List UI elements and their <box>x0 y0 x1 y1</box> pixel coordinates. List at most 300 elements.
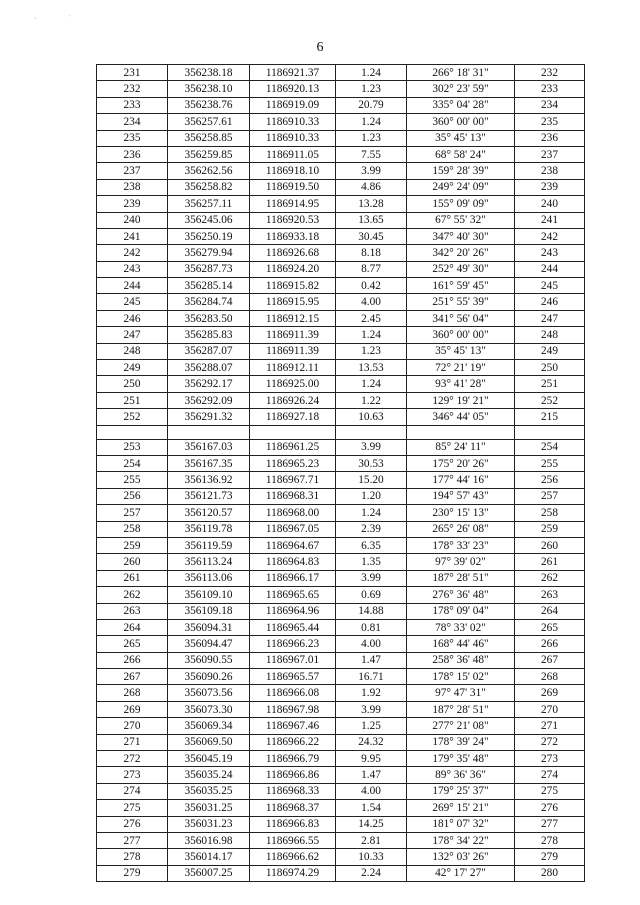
distance-cell: 10.33 <box>336 849 407 865</box>
point-from-cell: 279 <box>97 865 168 881</box>
point-to-cell: 238 <box>515 163 585 179</box>
coord-x-cell: 356285.14 <box>168 278 250 294</box>
coord-x-cell: 356113.24 <box>168 554 250 570</box>
table-row <box>97 376 585 392</box>
coord-y-cell: 1186920.13 <box>250 81 336 97</box>
bearing-cell: 68° 58' 24" <box>407 146 515 162</box>
coord-y-cell: 1186919.09 <box>250 97 336 113</box>
point-to-cell: 256 <box>515 472 585 488</box>
coord-x-cell: 356287.73 <box>168 261 250 277</box>
point-to-cell: 240 <box>515 196 585 212</box>
coord-x-cell <box>168 425 250 439</box>
coord-y-cell: 1186918.10 <box>250 163 336 179</box>
bearing-cell: 72° 21' 19" <box>407 360 515 376</box>
table-row <box>97 65 585 81</box>
coord-y-cell: 1186919.50 <box>250 179 336 195</box>
distance-cell: 1.24 <box>336 505 407 521</box>
coord-y-cell: 1186911.05 <box>250 146 336 162</box>
table-row <box>97 751 585 767</box>
coord-x-cell: 356069.34 <box>168 718 250 734</box>
bearing-cell: 276° 36' 48" <box>407 587 515 603</box>
scan-mark: · <box>34 14 37 23</box>
point-to-cell: 257 <box>515 488 585 504</box>
coord-x-cell: 356121.73 <box>168 488 250 504</box>
point-to-cell: 274 <box>515 767 585 783</box>
coord-y-cell: 1186920.53 <box>250 212 336 228</box>
coord-x-cell: 356291.32 <box>168 409 250 425</box>
coord-y-cell: 1186915.95 <box>250 294 336 310</box>
table-row <box>97 537 585 553</box>
table-row <box>97 392 585 408</box>
distance-cell: 1.47 <box>336 652 407 668</box>
distance-cell: 1.24 <box>336 376 407 392</box>
bearing-cell: 249° 24' 09" <box>407 179 515 195</box>
coord-y-cell: 1186966.86 <box>250 767 336 783</box>
bearing-cell: 277° 21' 08" <box>407 718 515 734</box>
point-from-cell: 276 <box>97 816 168 832</box>
table-row <box>97 800 585 816</box>
distance-cell: 0.81 <box>336 619 407 635</box>
point-to-cell: 244 <box>515 261 585 277</box>
coord-x-cell: 356035.24 <box>168 767 250 783</box>
table-row <box>97 439 585 455</box>
coord-y-cell: 1186924.20 <box>250 261 336 277</box>
bearing-cell: 266° 18' 31" <box>407 65 515 81</box>
point-from-cell: 270 <box>97 718 168 734</box>
bearing-cell <box>407 425 515 439</box>
distance-cell: 1.22 <box>336 392 407 408</box>
point-to-cell: 269 <box>515 685 585 701</box>
table-row <box>97 360 585 376</box>
coord-x-cell: 356120.57 <box>168 505 250 521</box>
point-to-cell: 264 <box>515 603 585 619</box>
point-from-cell: 269 <box>97 701 168 717</box>
coord-y-cell: 1186966.22 <box>250 734 336 750</box>
distance-cell: 7.55 <box>336 146 407 162</box>
coord-x-cell: 356167.35 <box>168 455 250 471</box>
point-to-cell: 250 <box>515 360 585 376</box>
point-to-cell: 245 <box>515 278 585 294</box>
table-separator-row <box>97 425 585 439</box>
coord-x-cell: 356167.03 <box>168 439 250 455</box>
table-row <box>97 603 585 619</box>
bearing-cell: 132° 03' 26" <box>407 849 515 865</box>
point-to-cell: 261 <box>515 554 585 570</box>
point-from-cell: 278 <box>97 849 168 865</box>
distance-cell: 1.24 <box>336 327 407 343</box>
bearing-cell: 187° 28' 51" <box>407 701 515 717</box>
bearing-cell: 181° 07' 32" <box>407 816 515 832</box>
coord-y-cell: 1186974.29 <box>250 865 336 881</box>
bearing-cell: 360° 00' 00" <box>407 114 515 130</box>
distance-cell: 13.65 <box>336 212 407 228</box>
coord-x-cell: 356136.92 <box>168 472 250 488</box>
point-from-cell: 232 <box>97 81 168 97</box>
point-from-cell: 252 <box>97 409 168 425</box>
coord-x-cell: 356284.74 <box>168 294 250 310</box>
coord-y-cell: 1186966.83 <box>250 816 336 832</box>
coord-x-cell: 356257.11 <box>168 196 250 212</box>
bearing-cell: 187° 28' 51" <box>407 570 515 586</box>
point-to-cell: 233 <box>515 81 585 97</box>
point-from-cell: 239 <box>97 196 168 212</box>
coord-x-cell: 356094.31 <box>168 619 250 635</box>
bearing-cell: 265° 26' 08" <box>407 521 515 537</box>
point-to-cell: 239 <box>515 179 585 195</box>
coord-x-cell: 356069.50 <box>168 734 250 750</box>
point-to-cell <box>515 425 585 439</box>
point-from-cell: 234 <box>97 114 168 130</box>
coord-x-cell: 356094.47 <box>168 636 250 652</box>
table-row <box>97 327 585 343</box>
point-from-cell: 235 <box>97 130 168 146</box>
distance-cell: 4.86 <box>336 179 407 195</box>
point-to-cell: 270 <box>515 701 585 717</box>
table-row <box>97 472 585 488</box>
coord-x-cell: 356258.82 <box>168 179 250 195</box>
point-to-cell: 268 <box>515 669 585 685</box>
coord-y-cell: 1186910.33 <box>250 114 336 130</box>
point-to-cell: 251 <box>515 376 585 392</box>
point-to-cell: 248 <box>515 327 585 343</box>
point-to-cell: 237 <box>515 146 585 162</box>
distance-cell: 8.18 <box>336 245 407 261</box>
bearing-cell: 179° 25' 37" <box>407 783 515 799</box>
coord-x-cell: 356238.76 <box>168 97 250 113</box>
distance-cell: 1.24 <box>336 65 407 81</box>
point-to-cell: 279 <box>515 849 585 865</box>
point-from-cell: 268 <box>97 685 168 701</box>
distance-cell: 13.28 <box>336 196 407 212</box>
bearing-cell: 178° 15' 02" <box>407 669 515 685</box>
point-to-cell: 259 <box>515 521 585 537</box>
point-from-cell: 250 <box>97 376 168 392</box>
point-from-cell: 273 <box>97 767 168 783</box>
table-row <box>97 488 585 504</box>
bearing-cell: 341° 56' 04" <box>407 310 515 326</box>
table-row <box>97 114 585 130</box>
point-from-cell: 262 <box>97 587 168 603</box>
point-from-cell: 257 <box>97 505 168 521</box>
table-row <box>97 701 585 717</box>
bearing-cell: 258° 36' 48" <box>407 652 515 668</box>
coord-x-cell: 356285.83 <box>168 327 250 343</box>
point-from-cell: 261 <box>97 570 168 586</box>
point-to-cell: 246 <box>515 294 585 310</box>
distance-cell: 1.25 <box>336 718 407 734</box>
point-to-cell: 271 <box>515 718 585 734</box>
bearing-cell: 93° 41' 28" <box>407 376 515 392</box>
bearing-cell: 129° 19' 21" <box>407 392 515 408</box>
point-to-cell: 262 <box>515 570 585 586</box>
coord-x-cell: 356292.17 <box>168 376 250 392</box>
point-from-cell: 263 <box>97 603 168 619</box>
bearing-cell: 35° 45' 13" <box>407 343 515 359</box>
coord-y-cell: 1186968.00 <box>250 505 336 521</box>
table-row <box>97 849 585 865</box>
table-row <box>97 652 585 668</box>
bearing-cell: 78° 33' 02" <box>407 619 515 635</box>
coord-x-cell: 356035.25 <box>168 783 250 799</box>
table-row <box>97 832 585 848</box>
distance-cell: 0.42 <box>336 278 407 294</box>
bearing-cell: 97° 39' 02" <box>407 554 515 570</box>
bearing-cell: 35° 45' 13" <box>407 130 515 146</box>
table-row <box>97 570 585 586</box>
coord-x-cell: 356259.85 <box>168 146 250 162</box>
coord-x-cell: 356238.18 <box>168 65 250 81</box>
point-from-cell: 275 <box>97 800 168 816</box>
coord-y-cell: 1186914.95 <box>250 196 336 212</box>
coord-y-cell: 1186911.39 <box>250 327 336 343</box>
distance-cell: 2.45 <box>336 310 407 326</box>
point-from-cell: 272 <box>97 751 168 767</box>
point-to-cell: 277 <box>515 816 585 832</box>
point-from-cell: 264 <box>97 619 168 635</box>
bearing-cell: 360° 00' 00" <box>407 327 515 343</box>
distance-cell: 4.00 <box>336 783 407 799</box>
bearing-cell: 347° 40' 30" <box>407 228 515 244</box>
point-from-cell: 265 <box>97 636 168 652</box>
coord-y-cell: 1186965.44 <box>250 619 336 635</box>
coord-x-cell: 356109.10 <box>168 587 250 603</box>
point-to-cell: 272 <box>515 734 585 750</box>
point-to-cell: 275 <box>515 783 585 799</box>
distance-cell: 30.45 <box>336 228 407 244</box>
coord-y-cell: 1186926.68 <box>250 245 336 261</box>
bearing-cell: 159° 28' 39" <box>407 163 515 179</box>
point-from-cell: 238 <box>97 179 168 195</box>
point-from-cell: 247 <box>97 327 168 343</box>
coord-y-cell: 1186966.08 <box>250 685 336 701</box>
table-row <box>97 521 585 537</box>
coord-x-cell: 356113.06 <box>168 570 250 586</box>
distance-cell: 1.23 <box>336 343 407 359</box>
coord-y-cell: 1186966.79 <box>250 751 336 767</box>
point-from-cell: 249 <box>97 360 168 376</box>
point-to-cell: 273 <box>515 751 585 767</box>
point-to-cell: 235 <box>515 114 585 130</box>
coord-x-cell: 356031.25 <box>168 800 250 816</box>
coord-y-cell: 1186961.25 <box>250 439 336 455</box>
point-from-cell: 258 <box>97 521 168 537</box>
point-to-cell: 242 <box>515 228 585 244</box>
distance-cell: 1.92 <box>336 685 407 701</box>
bearing-cell: 178° 34' 22" <box>407 832 515 848</box>
distance-cell: 15.20 <box>336 472 407 488</box>
coord-y-cell: 1186967.05 <box>250 521 336 537</box>
table-row <box>97 81 585 97</box>
coord-y-cell: 1186967.71 <box>250 472 336 488</box>
scan-mark: ˈ <box>68 14 71 23</box>
coord-y-cell: 1186965.57 <box>250 669 336 685</box>
point-from-cell: 231 <box>97 65 168 81</box>
coord-x-cell: 356250.19 <box>168 228 250 244</box>
distance-cell: 1.23 <box>336 81 407 97</box>
bearing-cell: 178° 33' 23" <box>407 537 515 553</box>
coord-x-cell: 356109.18 <box>168 603 250 619</box>
bearing-cell: 85° 24' 11" <box>407 439 515 455</box>
coord-x-cell: 356262.56 <box>168 163 250 179</box>
point-to-cell: 252 <box>515 392 585 408</box>
distance-cell: 3.99 <box>336 570 407 586</box>
point-from-cell: 244 <box>97 278 168 294</box>
coord-y-cell: 1186967.46 <box>250 718 336 734</box>
coord-x-cell: 356292.09 <box>168 392 250 408</box>
distance-cell: 13.53 <box>336 360 407 376</box>
point-from-cell: 237 <box>97 163 168 179</box>
coord-y-cell: 1186968.33 <box>250 783 336 799</box>
coord-x-cell: 356073.56 <box>168 685 250 701</box>
coord-x-cell: 356016.98 <box>168 832 250 848</box>
point-from-cell: 260 <box>97 554 168 570</box>
coord-y-cell: 1186966.55 <box>250 832 336 848</box>
coord-y-cell: 1186967.01 <box>250 652 336 668</box>
bearing-cell: 97° 47' 31" <box>407 685 515 701</box>
table-row <box>97 587 585 603</box>
point-to-cell: 258 <box>515 505 585 521</box>
distance-cell: 9.95 <box>336 751 407 767</box>
coord-y-cell: 1186965.65 <box>250 587 336 603</box>
distance-cell: 8.77 <box>336 261 407 277</box>
coord-y-cell: 1186915.82 <box>250 278 336 294</box>
coord-y-cell: 1186968.37 <box>250 800 336 816</box>
coord-y-cell: 1186964.67 <box>250 537 336 553</box>
point-to-cell: 278 <box>515 832 585 848</box>
table-row <box>97 261 585 277</box>
table-row <box>97 783 585 799</box>
point-from-cell: 248 <box>97 343 168 359</box>
point-from-cell: 267 <box>97 669 168 685</box>
coord-y-cell: 1186966.62 <box>250 849 336 865</box>
coord-x-cell: 356257.61 <box>168 114 250 130</box>
distance-cell: 2.81 <box>336 832 407 848</box>
distance-cell: 1.20 <box>336 488 407 504</box>
point-to-cell: 249 <box>515 343 585 359</box>
coord-y-cell: 1186967.98 <box>250 701 336 717</box>
bearing-cell: 178° 09' 04" <box>407 603 515 619</box>
coord-x-cell: 356288.07 <box>168 360 250 376</box>
bearing-cell: 161° 59' 45" <box>407 278 515 294</box>
table-row <box>97 228 585 244</box>
distance-cell: 3.99 <box>336 163 407 179</box>
point-from-cell: 274 <box>97 783 168 799</box>
table-row <box>97 816 585 832</box>
table-row <box>97 767 585 783</box>
point-to-cell: 236 <box>515 130 585 146</box>
table-row <box>97 245 585 261</box>
point-to-cell: 255 <box>515 455 585 471</box>
coord-y-cell: 1186921.37 <box>250 65 336 81</box>
point-from-cell: 233 <box>97 97 168 113</box>
bearing-cell: 335° 04' 28" <box>407 97 515 113</box>
coord-x-cell: 356238.10 <box>168 81 250 97</box>
table-row <box>97 212 585 228</box>
coord-y-cell: 1186964.96 <box>250 603 336 619</box>
coord-y-cell: 1186933.18 <box>250 228 336 244</box>
point-to-cell: 280 <box>515 865 585 881</box>
coord-x-cell: 356045.19 <box>168 751 250 767</box>
point-from-cell: 271 <box>97 734 168 750</box>
page-number: 6 <box>316 40 324 55</box>
coord-y-cell: 1186964.83 <box>250 554 336 570</box>
coord-x-cell: 356283.50 <box>168 310 250 326</box>
distance-cell: 1.24 <box>336 114 407 130</box>
point-from-cell: 251 <box>97 392 168 408</box>
table-row <box>97 130 585 146</box>
coord-y-cell: 1186926.24 <box>250 392 336 408</box>
bearing-cell: 194° 57' 43" <box>407 488 515 504</box>
bearing-cell: 342° 20' 26" <box>407 245 515 261</box>
bearing-cell: 252° 49' 30" <box>407 261 515 277</box>
point-to-cell: 241 <box>515 212 585 228</box>
coord-y-cell: 1186968.31 <box>250 488 336 504</box>
coord-x-cell: 356090.55 <box>168 652 250 668</box>
point-to-cell: 232 <box>515 65 585 81</box>
point-to-cell: 263 <box>515 587 585 603</box>
table-row <box>97 97 585 113</box>
distance-cell: 2.39 <box>336 521 407 537</box>
table-row <box>97 343 585 359</box>
coord-y-cell: 1186912.11 <box>250 360 336 376</box>
bearing-cell: 251° 55' 39" <box>407 294 515 310</box>
table-row <box>97 455 585 471</box>
bearing-cell: 346° 44' 05" <box>407 409 515 425</box>
table-row <box>97 554 585 570</box>
coord-x-cell: 356279.94 <box>168 245 250 261</box>
point-to-cell: 243 <box>515 245 585 261</box>
distance-cell: 6.35 <box>336 537 407 553</box>
coord-x-cell: 356007.25 <box>168 865 250 881</box>
point-from-cell: 241 <box>97 228 168 244</box>
distance-cell: 24.32 <box>336 734 407 750</box>
point-from-cell <box>97 425 168 439</box>
bearing-cell: 42° 17' 27" <box>407 865 515 881</box>
distance-cell: 3.99 <box>336 701 407 717</box>
distance-cell: 14.88 <box>336 603 407 619</box>
point-to-cell: 247 <box>515 310 585 326</box>
coord-x-cell: 356287.07 <box>168 343 250 359</box>
coord-x-cell: 356119.78 <box>168 521 250 537</box>
coord-x-cell: 356119.59 <box>168 537 250 553</box>
table-row <box>97 146 585 162</box>
point-to-cell: 276 <box>515 800 585 816</box>
bearing-cell: 155° 09' 09" <box>407 196 515 212</box>
distance-cell: 0.69 <box>336 587 407 603</box>
point-to-cell: 267 <box>515 652 585 668</box>
point-from-cell: 256 <box>97 488 168 504</box>
bearing-cell: 178° 39' 24" <box>407 734 515 750</box>
table-row <box>97 294 585 310</box>
coord-y-cell: 1186966.17 <box>250 570 336 586</box>
distance-cell: 20.79 <box>336 97 407 113</box>
bearing-cell: 67° 55' 32" <box>407 212 515 228</box>
coord-y-cell: 1186925.00 <box>250 376 336 392</box>
point-to-cell: 254 <box>515 439 585 455</box>
point-from-cell: 253 <box>97 439 168 455</box>
bearing-cell: 269° 15' 21" <box>407 800 515 816</box>
table-row <box>97 163 585 179</box>
point-from-cell: 259 <box>97 537 168 553</box>
coordinates-table <box>96 64 585 882</box>
point-to-cell: 234 <box>515 97 585 113</box>
distance-cell: 30.53 <box>336 455 407 471</box>
table-row <box>97 179 585 195</box>
coord-x-cell: 356245.06 <box>168 212 250 228</box>
coord-x-cell: 356073.30 <box>168 701 250 717</box>
table-row <box>97 734 585 750</box>
distance-cell: 4.00 <box>336 294 407 310</box>
